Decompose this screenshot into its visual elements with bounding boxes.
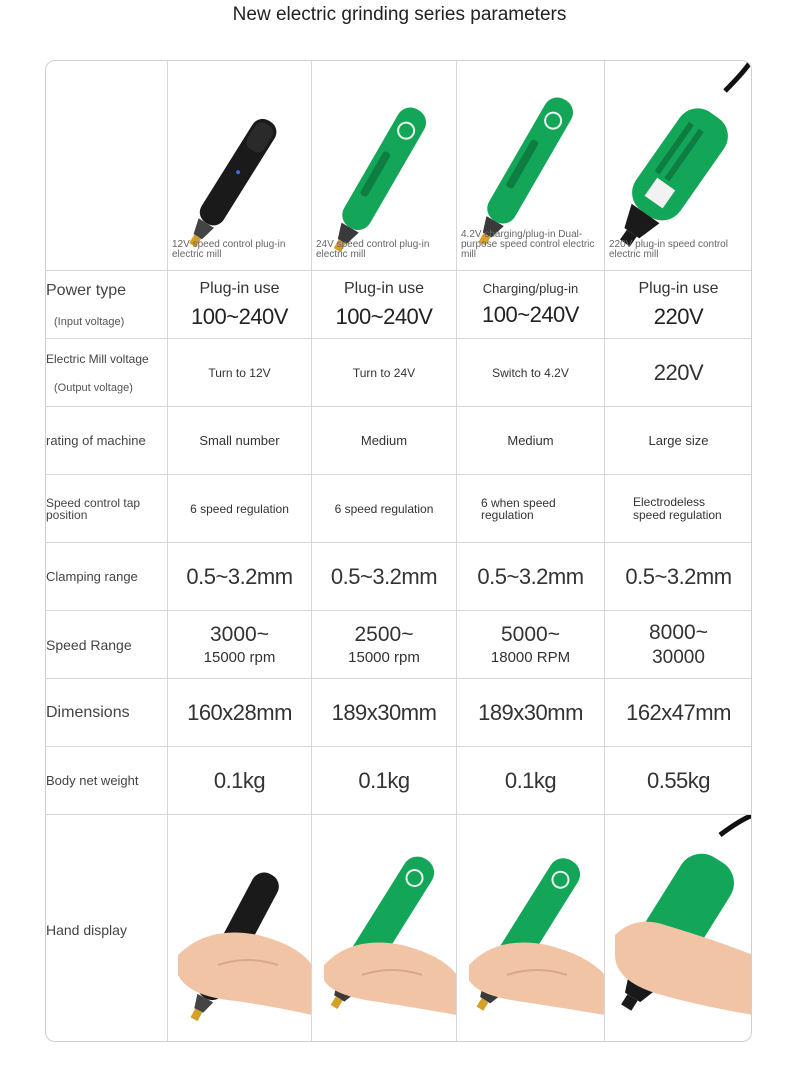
rating-cell: Small number [168, 407, 312, 475]
table-row-dimensions [46, 679, 753, 747]
hand-photo-cell [312, 815, 457, 1043]
speed-range-cell: 5000~ 18000 RPM [457, 611, 605, 679]
hand-holding-green-grinder-icon [605, 815, 752, 1042]
row-label-speed-range: Speed Range [46, 611, 168, 679]
speed-range-cell: 2500~ 15000 rpm [312, 611, 457, 679]
table-row-weight [46, 747, 753, 815]
hand-photo-cell [605, 815, 753, 1043]
clamping-cell: 0.5~3.2mm [605, 543, 753, 611]
hand-holding-black-mill-icon [168, 815, 312, 1042]
row-label-dimensions: Dimensions [46, 679, 168, 747]
dimensions-cell: 162x47mm [605, 679, 753, 747]
speed-control-cell: 6 speed regulation [168, 475, 312, 543]
weight-cell: 0.1kg [312, 747, 457, 815]
hand-holding-green-cordless-mill-icon [457, 815, 605, 1042]
product-caption: 24V speed control plug-in electric mill [316, 239, 430, 260]
product-cell-220v [605, 61, 753, 271]
dimensions-cell: 189x30mm [312, 679, 457, 747]
product-cell-12v [168, 61, 312, 271]
product-caption: 4.2V charging/plug-in Dual-purpose speed control electric mill [461, 229, 595, 260]
clamping-cell: 0.5~3.2mm [312, 543, 457, 611]
row-label-clamping: Clamping range [46, 543, 168, 611]
table-row-clamping [46, 543, 753, 611]
product-caption: 12V speed control plug-in electric mill [172, 239, 286, 260]
corner-cell [46, 61, 168, 271]
product-caption: 220V plug-in speed control electric mill [609, 239, 728, 260]
row-label-speed-control: Speed control tap position [46, 475, 168, 543]
row-label-power-type: Power type (Input voltage) [46, 271, 168, 339]
table-row-rating [46, 407, 753, 475]
hand-photo-cell [457, 815, 605, 1043]
table-row-power-type [46, 271, 753, 339]
product-cell-24v [312, 61, 457, 271]
row-label-hand-display: Hand display [46, 815, 168, 1043]
power-cell: Charging/plug-in 100~240V [457, 271, 605, 339]
speed-range-cell: 3000~ 15000 rpm [168, 611, 312, 679]
power-cell: Plug-in use 100~240V [168, 271, 312, 339]
clamping-cell: 0.5~3.2mm [168, 543, 312, 611]
weight-cell: 0.55kg [605, 747, 753, 815]
rating-cell: Medium [312, 407, 457, 475]
weight-cell: 0.1kg [168, 747, 312, 815]
output-cell: Switch to 4.2V [457, 339, 605, 407]
dimensions-cell: 160x28mm [168, 679, 312, 747]
weight-cell: 0.1kg [457, 747, 605, 815]
table-row-speed-range [46, 611, 753, 679]
row-label-weight: Body net weight [46, 747, 168, 815]
output-cell: Turn to 12V [168, 339, 312, 407]
spec-table-frame [45, 60, 752, 1042]
speed-control-cell: 6 when speed regulation [457, 475, 605, 543]
spec-table [45, 60, 752, 1042]
power-cell: Plug-in use 100~240V [312, 271, 457, 339]
speed-control-cell: 6 speed regulation [312, 475, 457, 543]
page-title: New electric grinding series parameters [232, 4, 567, 25]
product-cell-4v2 [457, 61, 605, 271]
dimensions-cell: 189x30mm [457, 679, 605, 747]
hand-holding-green-mill-icon [312, 815, 457, 1042]
table-row-hand-display [46, 815, 753, 1043]
table-row-speed-control [46, 475, 753, 543]
power-cell: Plug-in use 220V [605, 271, 753, 339]
rating-cell: Large size [605, 407, 753, 475]
table-row-products [46, 61, 753, 271]
output-cell: 220V [605, 339, 753, 407]
table-row-output-voltage [46, 339, 753, 407]
row-label-output-voltage: Electric Mill voltage (Output voltage) [46, 339, 168, 407]
output-cell: Turn to 24V [312, 339, 457, 407]
hand-photo-cell [168, 815, 312, 1043]
rating-cell: Medium [457, 407, 605, 475]
speed-range-cell: 8000~ 30000 [605, 611, 753, 679]
speed-control-cell: Electrodeless speed regulation [605, 475, 753, 543]
clamping-cell: 0.5~3.2mm [457, 543, 605, 611]
row-label-rating: rating of machine [46, 407, 168, 475]
